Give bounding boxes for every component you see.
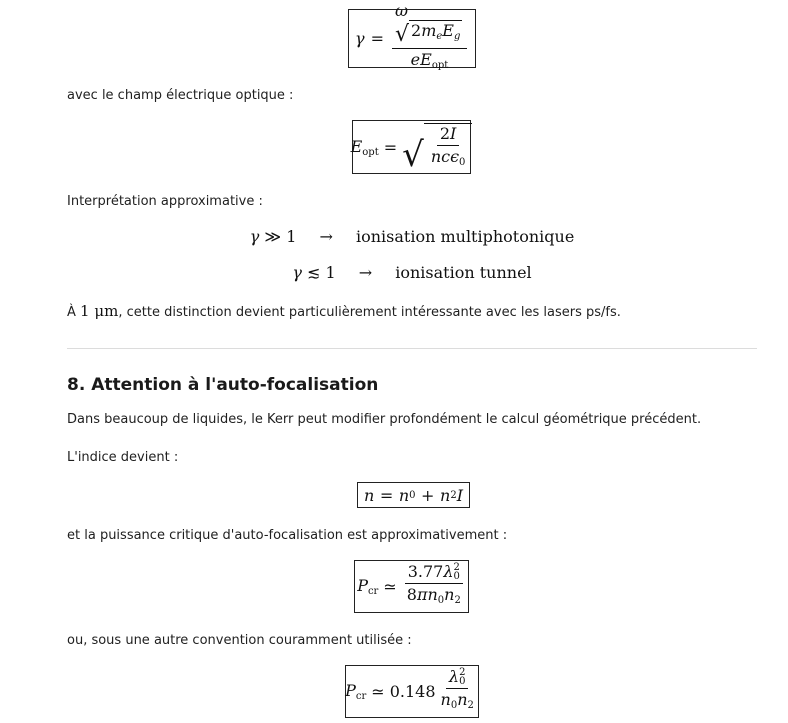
equation-pcr-1: $P_{cr}$ ≃ 3.77λ 2 0 $8\pi n_0n_2$ [354,560,469,613]
regime-tunnel-label: ionisation tunnel [395,263,532,282]
regime-multiphoton: γ ≫ 1 → ionisation multiphotonique [249,227,575,246]
section-divider [67,348,757,349]
equation-eopt: $E_{opt}$ = √ $\frac{2I}{nc\epsilon_0}$ [352,120,471,174]
paragraph-puissance: et la puissance critique d'auto-focalisation est approximativement : [67,528,508,543]
gamma-symbol: γ [355,29,365,48]
paragraph-indice: L'indice devient : [67,450,179,465]
equation-pcr-2: $P_{cr}$ ≃ 0.148 λ 2 0 $n_0n_2$ [345,665,479,718]
paragraph-distinction: À 1 μm, cette distinction devient particulièrement intéressante avec les lasers ps/fs. [67,302,621,320]
paragraph-convention: ou, sous une autre convention couramment utilisée : [67,633,412,648]
paragraph-interpretation: Interprétation approximative : [67,194,263,209]
paragraph-champ: avec le champ électrique optique : [67,88,294,103]
regime-multiphoton-label: ionisation multiphotonique [355,227,575,246]
paragraph-kerr: Dans beaucoup de liquides, le Kerr peut modifier profondément le calcul géométrique précédent. [67,412,702,427]
wavelength-value: 1 μm [80,302,119,320]
equation-index: n = n 0 + n 2 I [357,482,470,508]
eopt-symbol: E [350,136,363,156]
equation-gamma: γ = ω √ $2m_eE_g$ $eE_{opt}$ [348,9,476,68]
section-heading: 8. Attention à l'auto-focalisation [67,375,379,395]
regime-tunnel: γ ≲ 1 → ionisation tunnel [292,263,532,282]
